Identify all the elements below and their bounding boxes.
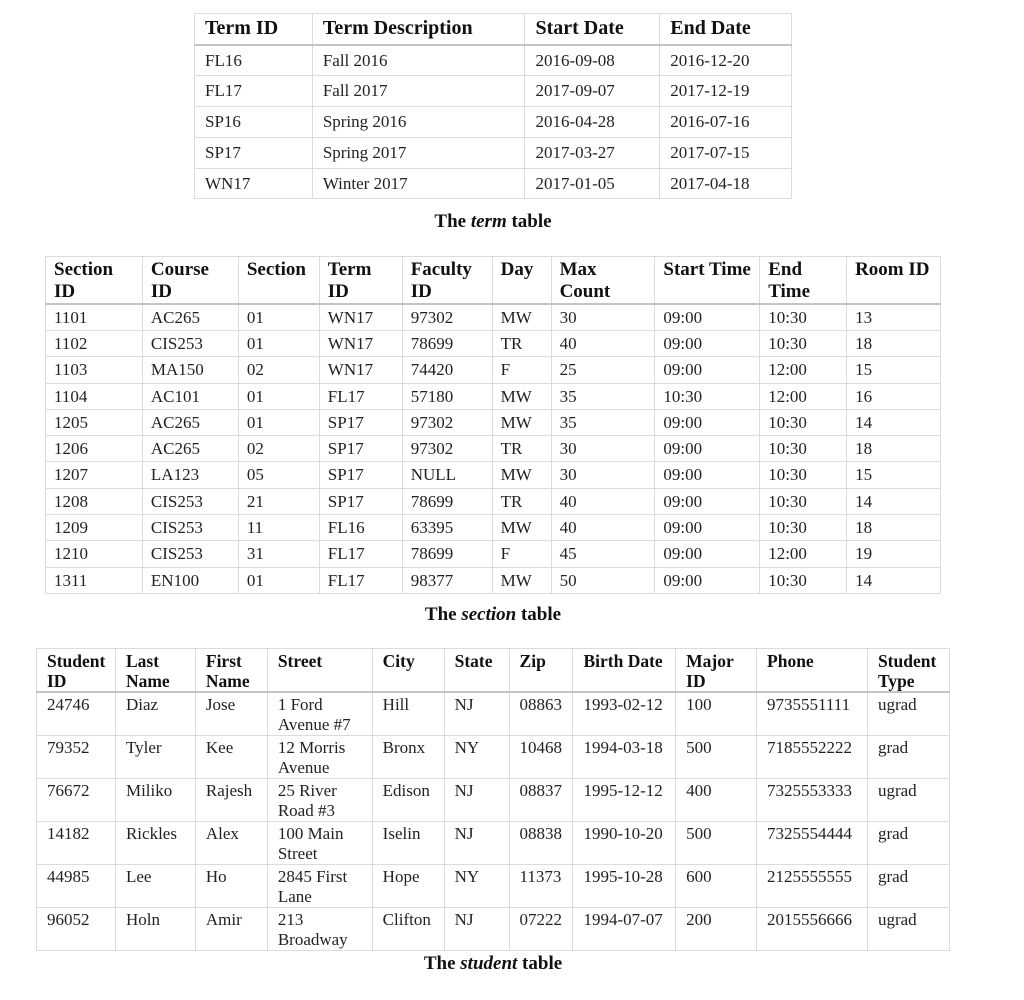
cell-course-id: LA123	[142, 462, 238, 488]
cell-student-type: grad	[867, 865, 949, 908]
cell-first-name: Alex	[195, 822, 267, 865]
cell-max-count: 50	[551, 567, 655, 593]
cell-student-id: 44985	[37, 865, 116, 908]
cell-phone: 7325554444	[757, 822, 868, 865]
cell-student-type: ugrad	[867, 779, 949, 822]
cell-student-id: 24746	[37, 692, 116, 736]
cell-room-id: 14	[847, 567, 941, 593]
cell-faculty-id: 63395	[402, 515, 492, 541]
cell-term-id: WN17	[319, 357, 402, 383]
cell-day: MW	[492, 462, 551, 488]
table-row	[37, 736, 950, 779]
cell-term-id: SP17	[319, 462, 402, 488]
cell-start-time: 09:00	[655, 331, 760, 357]
cell-start-time: 09:00	[655, 436, 760, 462]
cell-street: 12 Morris Avenue	[267, 736, 372, 779]
cell-city: Bronx	[372, 736, 444, 779]
cell-faculty-id: 57180	[402, 383, 492, 409]
table-row	[195, 107, 792, 138]
section-table-caption	[45, 604, 941, 626]
cell-zip: 08838	[509, 822, 573, 865]
cell-end-time: 10:30	[760, 304, 847, 331]
cell-faculty-id: 97302	[402, 304, 492, 331]
cell-course-id: EN100	[142, 567, 238, 593]
cell-state: NJ	[444, 908, 509, 951]
cell-street: 25 River Road #3	[267, 779, 372, 822]
cell-end-time: 10:30	[760, 515, 847, 541]
cell-day: F	[492, 541, 551, 567]
cell-course-id: CIS253	[142, 515, 238, 541]
cell-last-name: Tyler	[115, 736, 195, 779]
cell-room-id: 19	[847, 541, 941, 567]
cell-first-name: Rajesh	[195, 779, 267, 822]
cell-city: Iselin	[372, 822, 444, 865]
cell-end-date: 2016-12-20	[660, 45, 792, 76]
table-row	[37, 822, 950, 865]
cell-section-id: 1311	[46, 567, 143, 593]
cell-end-time: 10:30	[760, 409, 847, 435]
cell-student-id: 79352	[37, 736, 116, 779]
cell-section: 01	[238, 304, 319, 331]
cell-term-id: FL16	[319, 515, 402, 541]
column-header-term-description: Term Description	[312, 14, 525, 45]
cell-section-id: 1205	[46, 409, 143, 435]
cell-state: NJ	[444, 822, 509, 865]
header-row	[195, 14, 792, 45]
cell-faculty-id: 97302	[402, 436, 492, 462]
term-table-caption	[194, 211, 792, 233]
column-header-state: State	[444, 649, 509, 693]
cell-course-id: CIS253	[142, 331, 238, 357]
cell-city: Hill	[372, 692, 444, 736]
cell-city: Clifton	[372, 908, 444, 951]
cell-start-time: 09:00	[655, 409, 760, 435]
cell-max-count: 25	[551, 357, 655, 383]
student-table	[36, 648, 950, 951]
cell-first-name: Kee	[195, 736, 267, 779]
cell-term-id: WN17	[319, 331, 402, 357]
cell-first-name: Ho	[195, 865, 267, 908]
cell-term-id: FL17	[319, 383, 402, 409]
cell-room-id: 14	[847, 488, 941, 514]
cell-end-time: 12:00	[760, 541, 847, 567]
cell-section: 01	[238, 567, 319, 593]
cell-start-date: 2017-01-05	[525, 169, 660, 199]
column-header-major-id: Major ID	[676, 649, 757, 693]
cell-section-id: 1206	[46, 436, 143, 462]
cell-start-time: 09:00	[655, 541, 760, 567]
cell-course-id: MA150	[142, 357, 238, 383]
cell-term-description: Fall 2016	[312, 45, 525, 76]
column-header-section-id: Section ID	[46, 257, 143, 305]
cell-end-time: 10:30	[760, 462, 847, 488]
table-row	[46, 462, 941, 488]
header-row	[46, 257, 941, 305]
cell-day: MW	[492, 304, 551, 331]
cell-state: NY	[444, 736, 509, 779]
cell-end-time: 10:30	[760, 436, 847, 462]
cell-student-type: ugrad	[867, 692, 949, 736]
column-header-start-date: Start Date	[525, 14, 660, 45]
cell-term-id: SP17	[195, 138, 313, 169]
caption-table-name: student	[460, 953, 518, 974]
column-header-day: Day	[492, 257, 551, 305]
caption-table-name: term	[470, 211, 507, 232]
cell-course-id: AC265	[142, 409, 238, 435]
cell-term-id: SP16	[195, 107, 313, 138]
table-row	[37, 908, 950, 951]
cell-section: 01	[238, 331, 319, 357]
cell-start-date: 2017-03-27	[525, 138, 660, 169]
column-header-start-time: Start Time	[655, 257, 760, 305]
cell-major-id: 600	[676, 865, 757, 908]
cell-start-time: 09:00	[655, 515, 760, 541]
column-header-room-id: Room ID	[847, 257, 941, 305]
cell-faculty-id: 74420	[402, 357, 492, 383]
cell-room-id: 18	[847, 515, 941, 541]
cell-end-time: 10:30	[760, 567, 847, 593]
cell-room-id: 18	[847, 436, 941, 462]
cell-course-id: CIS253	[142, 488, 238, 514]
cell-room-id: 18	[847, 331, 941, 357]
caption-prefix: The	[434, 211, 471, 232]
cell-birth-date: 1994-07-07	[573, 908, 676, 951]
cell-max-count: 30	[551, 436, 655, 462]
cell-max-count: 35	[551, 383, 655, 409]
cell-last-name: Lee	[115, 865, 195, 908]
column-header-section: Section	[238, 257, 319, 305]
cell-end-date: 2016-07-16	[660, 107, 792, 138]
cell-start-date: 2017-09-07	[525, 76, 660, 107]
student-table-caption	[36, 953, 950, 975]
cell-birth-date: 1995-12-12	[573, 779, 676, 822]
cell-term-description: Fall 2017	[312, 76, 525, 107]
column-header-student-type: Student Type	[867, 649, 949, 693]
cell-section-id: 1102	[46, 331, 143, 357]
table-row	[37, 692, 950, 736]
cell-state: NY	[444, 865, 509, 908]
cell-section-id: 1101	[46, 304, 143, 331]
table-row	[37, 865, 950, 908]
cell-course-id: AC265	[142, 436, 238, 462]
cell-end-time: 10:30	[760, 488, 847, 514]
cell-term-description: Spring 2016	[312, 107, 525, 138]
cell-phone: 2125555555	[757, 865, 868, 908]
cell-course-id: AC101	[142, 383, 238, 409]
cell-room-id: 15	[847, 357, 941, 383]
caption-prefix: The	[423, 953, 461, 974]
cell-faculty-id: 97302	[402, 409, 492, 435]
cell-start-time: 09:00	[655, 357, 760, 383]
cell-max-count: 45	[551, 541, 655, 567]
cell-end-date: 2017-07-15	[660, 138, 792, 169]
cell-zip: 10468	[509, 736, 573, 779]
cell-last-name: Miliko	[115, 779, 195, 822]
cell-start-time: 09:00	[655, 462, 760, 488]
cell-section: 02	[238, 436, 319, 462]
caption-suffix: table	[516, 604, 562, 625]
cell-section: 01	[238, 383, 319, 409]
cell-section-id: 1208	[46, 488, 143, 514]
cell-faculty-id: 98377	[402, 567, 492, 593]
cell-end-date: 2017-04-18	[660, 169, 792, 199]
cell-section: 11	[238, 515, 319, 541]
table-row	[46, 304, 941, 331]
cell-day: MW	[492, 567, 551, 593]
cell-term-description: Winter 2017	[312, 169, 525, 199]
column-header-city: City	[372, 649, 444, 693]
cell-faculty-id: 78699	[402, 541, 492, 567]
cell-phone: 7325553333	[757, 779, 868, 822]
table-row	[195, 169, 792, 199]
cell-section-id: 1210	[46, 541, 143, 567]
cell-start-time: 09:00	[655, 304, 760, 331]
cell-birth-date: 1995-10-28	[573, 865, 676, 908]
cell-birth-date: 1990-10-20	[573, 822, 676, 865]
cell-student-id: 14182	[37, 822, 116, 865]
column-header-end-time: End Time	[760, 257, 847, 305]
cell-term-id: FL17	[195, 76, 313, 107]
cell-first-name: Amir	[195, 908, 267, 951]
column-header-term-id: Term ID	[319, 257, 402, 305]
table-row	[195, 138, 792, 169]
cell-term-id: SP17	[319, 409, 402, 435]
cell-street: 100 Main Street	[267, 822, 372, 865]
cell-end-time: 12:00	[760, 383, 847, 409]
cell-room-id: 16	[847, 383, 941, 409]
table-row	[46, 383, 941, 409]
column-header-street: Street	[267, 649, 372, 693]
column-header-faculty-id: Faculty ID	[402, 257, 492, 305]
column-header-last-name: Last Name	[115, 649, 195, 693]
cell-zip: 07222	[509, 908, 573, 951]
cell-max-count: 30	[551, 462, 655, 488]
cell-street: 213 Broadway	[267, 908, 372, 951]
cell-day: MW	[492, 515, 551, 541]
cell-day: MW	[492, 383, 551, 409]
cell-section: 21	[238, 488, 319, 514]
cell-student-id: 76672	[37, 779, 116, 822]
cell-term-id: SP17	[319, 436, 402, 462]
cell-term-id: WN17	[319, 304, 402, 331]
column-header-max-count: Max Count	[551, 257, 655, 305]
caption-suffix: table	[506, 211, 552, 232]
cell-start-date: 2016-04-28	[525, 107, 660, 138]
column-header-zip: Zip	[509, 649, 573, 693]
table-row	[46, 331, 941, 357]
column-header-course-id: Course ID	[142, 257, 238, 305]
table-row	[195, 45, 792, 76]
cell-section-id: 1103	[46, 357, 143, 383]
table-row	[46, 541, 941, 567]
cell-course-id: CIS253	[142, 541, 238, 567]
cell-term-id: FL16	[195, 45, 313, 76]
column-header-end-date: End Date	[660, 14, 792, 45]
cell-major-id: 500	[676, 822, 757, 865]
cell-last-name: Diaz	[115, 692, 195, 736]
cell-course-id: AC265	[142, 304, 238, 331]
table-row	[46, 409, 941, 435]
cell-section-id: 1207	[46, 462, 143, 488]
table-row	[46, 567, 941, 593]
header-row	[37, 649, 950, 693]
cell-phone: 2015556666	[757, 908, 868, 951]
cell-day: TR	[492, 331, 551, 357]
cell-student-type: grad	[867, 736, 949, 779]
table-row	[46, 515, 941, 541]
table-row	[46, 488, 941, 514]
cell-max-count: 35	[551, 409, 655, 435]
column-header-phone: Phone	[757, 649, 868, 693]
table-row	[46, 436, 941, 462]
cell-birth-date: 1993-02-12	[573, 692, 676, 736]
column-header-student-id: Student ID	[37, 649, 116, 693]
cell-room-id: 15	[847, 462, 941, 488]
cell-major-id: 100	[676, 692, 757, 736]
cell-term-id: SP17	[319, 488, 402, 514]
cell-faculty-id: 78699	[402, 331, 492, 357]
cell-start-date: 2016-09-08	[525, 45, 660, 76]
cell-term-id: WN17	[195, 169, 313, 199]
cell-max-count: 40	[551, 515, 655, 541]
table-row	[46, 357, 941, 383]
cell-major-id: 200	[676, 908, 757, 951]
cell-city: Hope	[372, 865, 444, 908]
cell-student-type: ugrad	[867, 908, 949, 951]
column-header-birth-date: Birth Date	[573, 649, 676, 693]
cell-street: 2845 First Lane	[267, 865, 372, 908]
cell-last-name: Rickles	[115, 822, 195, 865]
cell-last-name: Holn	[115, 908, 195, 951]
cell-max-count: 30	[551, 304, 655, 331]
cell-section: 05	[238, 462, 319, 488]
cell-end-time: 10:30	[760, 331, 847, 357]
cell-day: TR	[492, 436, 551, 462]
cell-term-id: FL17	[319, 567, 402, 593]
cell-birth-date: 1994-03-18	[573, 736, 676, 779]
cell-end-date: 2017-12-19	[660, 76, 792, 107]
cell-state: NJ	[444, 692, 509, 736]
cell-max-count: 40	[551, 488, 655, 514]
caption-prefix: The	[424, 604, 462, 625]
cell-phone: 9735551111	[757, 692, 868, 736]
cell-start-time: 10:30	[655, 383, 760, 409]
table-row	[195, 76, 792, 107]
cell-section-id: 1104	[46, 383, 143, 409]
cell-day: MW	[492, 409, 551, 435]
cell-student-id: 96052	[37, 908, 116, 951]
cell-street: 1 Ford Avenue #7	[267, 692, 372, 736]
column-header-first-name: First Name	[195, 649, 267, 693]
cell-state: NJ	[444, 779, 509, 822]
column-header-term-id: Term ID	[195, 14, 313, 45]
cell-zip: 08863	[509, 692, 573, 736]
cell-section: 02	[238, 357, 319, 383]
cell-section: 31	[238, 541, 319, 567]
cell-start-time: 09:00	[655, 488, 760, 514]
cell-max-count: 40	[551, 331, 655, 357]
cell-section-id: 1209	[46, 515, 143, 541]
caption-suffix: table	[517, 953, 563, 974]
cell-faculty-id: 78699	[402, 488, 492, 514]
cell-zip: 08837	[509, 779, 573, 822]
cell-room-id: 13	[847, 304, 941, 331]
cell-section: 01	[238, 409, 319, 435]
cell-zip: 11373	[509, 865, 573, 908]
cell-start-time: 09:00	[655, 567, 760, 593]
cell-first-name: Jose	[195, 692, 267, 736]
cell-day: TR	[492, 488, 551, 514]
cell-term-id: FL17	[319, 541, 402, 567]
cell-major-id: 500	[676, 736, 757, 779]
cell-day: F	[492, 357, 551, 383]
table-row	[37, 779, 950, 822]
cell-city: Edison	[372, 779, 444, 822]
cell-faculty-id: NULL	[402, 462, 492, 488]
cell-phone: 7185552222	[757, 736, 868, 779]
cell-major-id: 400	[676, 779, 757, 822]
term-table	[194, 13, 792, 199]
cell-room-id: 14	[847, 409, 941, 435]
caption-table-name: section	[461, 604, 517, 625]
section-table	[45, 256, 941, 594]
cell-term-description: Spring 2017	[312, 138, 525, 169]
cell-end-time: 12:00	[760, 357, 847, 383]
cell-student-type: grad	[867, 822, 949, 865]
